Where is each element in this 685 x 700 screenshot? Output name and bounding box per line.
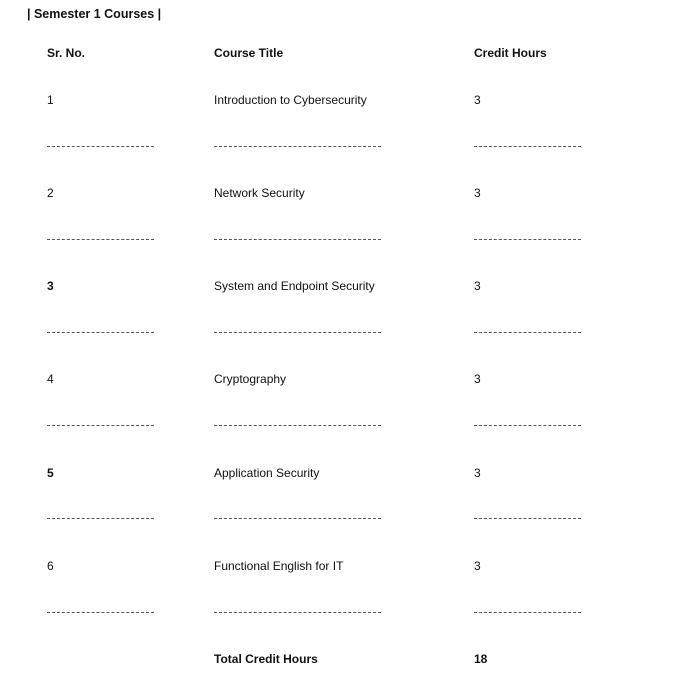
row-separator	[474, 146, 581, 147]
row-separator	[47, 612, 154, 613]
row-separator	[474, 612, 581, 613]
row-sr-no: 3	[47, 279, 54, 293]
row-sr-no: 1	[47, 93, 54, 107]
row-sr-no: 4	[47, 372, 54, 386]
row-course-title: System and Endpoint Security	[214, 279, 375, 293]
total-value: 18	[474, 652, 488, 666]
row-credit-hours: 3	[474, 372, 481, 386]
row-separator	[47, 239, 154, 240]
row-separator	[214, 239, 381, 240]
row-credit-hours: 3	[474, 93, 481, 107]
row-course-title: Cryptography	[214, 372, 287, 386]
row-separator	[214, 612, 381, 613]
row-credit-hours: 3	[474, 186, 481, 200]
total-label: Total Credit Hours	[214, 652, 318, 666]
row-separator	[47, 425, 154, 426]
row-separator	[214, 146, 381, 147]
header-sr-no: Sr. No.	[47, 46, 86, 60]
row-separator	[214, 332, 381, 333]
header-credit-hours: Credit Hours	[474, 46, 547, 60]
row-separator	[214, 425, 381, 426]
row-separator	[474, 332, 581, 333]
row-credit-hours: 3	[474, 559, 481, 573]
row-separator	[474, 518, 581, 519]
row-separator	[47, 518, 154, 519]
row-credit-hours: 3	[474, 466, 481, 480]
row-separator	[47, 146, 154, 147]
section-heading: | Semester 1 Courses |	[27, 7, 162, 21]
row-credit-hours: 3	[474, 279, 481, 293]
row-sr-no: 2	[47, 186, 54, 200]
header-course-title: Course Title	[214, 46, 284, 60]
row-course-title: Introduction to Cybersecurity	[214, 93, 367, 107]
row-separator	[474, 239, 581, 240]
row-sr-no: 6	[47, 559, 54, 573]
row-separator	[474, 425, 581, 426]
row-course-title: Functional English for IT	[214, 559, 344, 573]
row-separator	[47, 332, 154, 333]
row-sr-no: 5	[47, 466, 54, 480]
row-course-title: Network Security	[214, 186, 305, 200]
row-separator	[214, 518, 381, 519]
row-course-title: Application Security	[214, 466, 320, 480]
